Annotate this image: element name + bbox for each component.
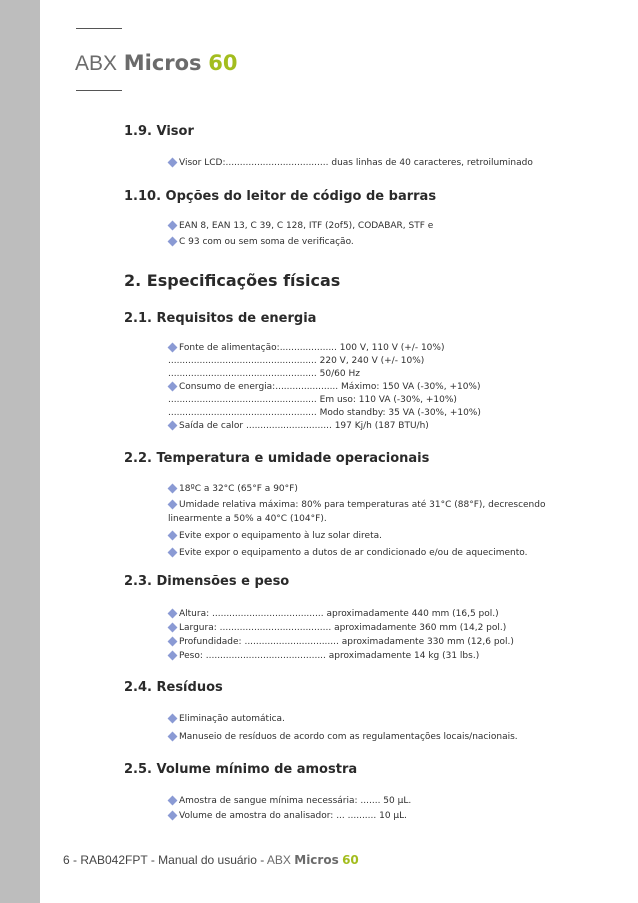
list-item: C 93 com ou sem soma de verificação. [168, 236, 354, 248]
spec-line: Profundidade: ................................. aproximadamente 330 mm (12,6 pol.) [168, 636, 514, 648]
section-heading-2-2: 2.2. Temperatura e umidade operacionais [124, 451, 430, 466]
spec-line: .................................................... 220 V, 240 V (+/- 10%) [168, 356, 425, 366]
section-heading-2-4: 2.4. Resíduos [124, 680, 223, 695]
diamond-bullet-icon [168, 157, 178, 167]
diamond-bullet-icon [168, 483, 178, 493]
diamond-bullet-icon [168, 713, 178, 723]
list-item: Manuseio de resíduos de acordo com as regulamentações locais/nacionais. [168, 731, 518, 743]
list-item: EAN 8, EAN 13, C 39, C 128, ITF (2of5), CODABAR, STF e [168, 220, 433, 232]
diamond-bullet-icon [168, 650, 178, 660]
footer-model: 60 [342, 853, 359, 867]
list-item: 18ºC a 32°C (65°F a 90°F) [168, 483, 298, 495]
page-footer [63, 853, 359, 867]
list-item: Eliminação automática. [168, 713, 285, 725]
chapter-heading-2: 2. Especificações físicas [124, 271, 341, 290]
logo-model: 60 [208, 51, 238, 75]
spec-line: .................................................... Modo standby: 35 VA (-30%, +10%) [168, 408, 481, 418]
spec-line: .................................................... Em uso: 110 VA (-30%, +10%) [168, 395, 457, 405]
section-heading-1-10: 1.10. Opções do leitor de código de barras [124, 189, 437, 204]
list-item: Visor LCD:.................................... duas linhas de 40 caracteres, retroiluminado [168, 157, 533, 169]
page-side-bar [0, 0, 40, 903]
diamond-bullet-icon [168, 547, 178, 557]
footer-product: Micros [294, 853, 339, 867]
diamond-bullet-icon [168, 731, 178, 741]
diamond-bullet-icon [168, 622, 178, 632]
list-item: Evite expor o equipamento à luz solar direta. [168, 530, 382, 542]
section-heading-2-1: 2.1. Requisitos de energia [124, 311, 317, 326]
list-item: Volume de amostra do analisador: ... .......... 10 µL. [168, 810, 407, 822]
section-heading-2-3: 2.3. Dimensões e peso [124, 574, 290, 589]
section-heading-2-5: 2.5. Volume mínimo de amostra [124, 762, 358, 777]
diamond-bullet-icon [168, 220, 178, 230]
logo-top-rule [76, 28, 122, 29]
spec-line: Altura: ....................................... aproximadamente 440 mm (16,5 pol.) [168, 608, 499, 620]
diamond-bullet-icon [168, 342, 178, 352]
diamond-bullet-icon [168, 420, 178, 430]
footer-text: 6 - RAB042FPT - Manual do usuário - [63, 853, 267, 867]
header-logo [75, 49, 237, 78]
diamond-bullet-icon [168, 608, 178, 618]
diamond-bullet-icon [168, 795, 178, 805]
spec-line: Peso: .......................................... aproximadamente 14 kg (31 lbs.) [168, 650, 479, 662]
diamond-bullet-icon [168, 236, 178, 246]
section-heading-1-9: 1.9. Visor [124, 124, 194, 139]
diamond-bullet-icon [168, 530, 178, 540]
logo-product: Micros [123, 51, 202, 75]
logo-bottom-rule [76, 90, 122, 91]
list-item: Amostra de sangue mínima necessária: ....... 50 µL. [168, 795, 411, 807]
spec-line: Consumo de energia:...................... Máximo: 150 VA (-30%, +10%) [168, 381, 481, 393]
spec-line: Largura: ....................................... aproximadamente 360 mm (14,2 pol.) [168, 622, 506, 634]
diamond-bullet-icon [168, 636, 178, 646]
diamond-bullet-icon [168, 499, 178, 509]
footer-brand: ABX [266, 853, 291, 867]
list-item: Evite expor o equipamento a dutos de ar condicionado e/ou de aquecimento. [168, 547, 528, 559]
diamond-bullet-icon [168, 381, 178, 391]
spec-line: .................................................... 50/60 Hz [168, 369, 360, 379]
logo-brand: ABX [75, 52, 118, 75]
diamond-bullet-icon [168, 810, 178, 820]
list-item: Umidade relativa máxima: 80% para temperaturas até 31°C (88°F), decrescendo linearmente a 50% a 40°C (104°F). [168, 500, 546, 524]
spec-line: Fonte de alimentação:.................... 100 V, 110 V (+/- 10%) [168, 342, 444, 354]
spec-line: Saída de calor .............................. 197 Kj/h (187 BTU/h) [168, 420, 429, 432]
